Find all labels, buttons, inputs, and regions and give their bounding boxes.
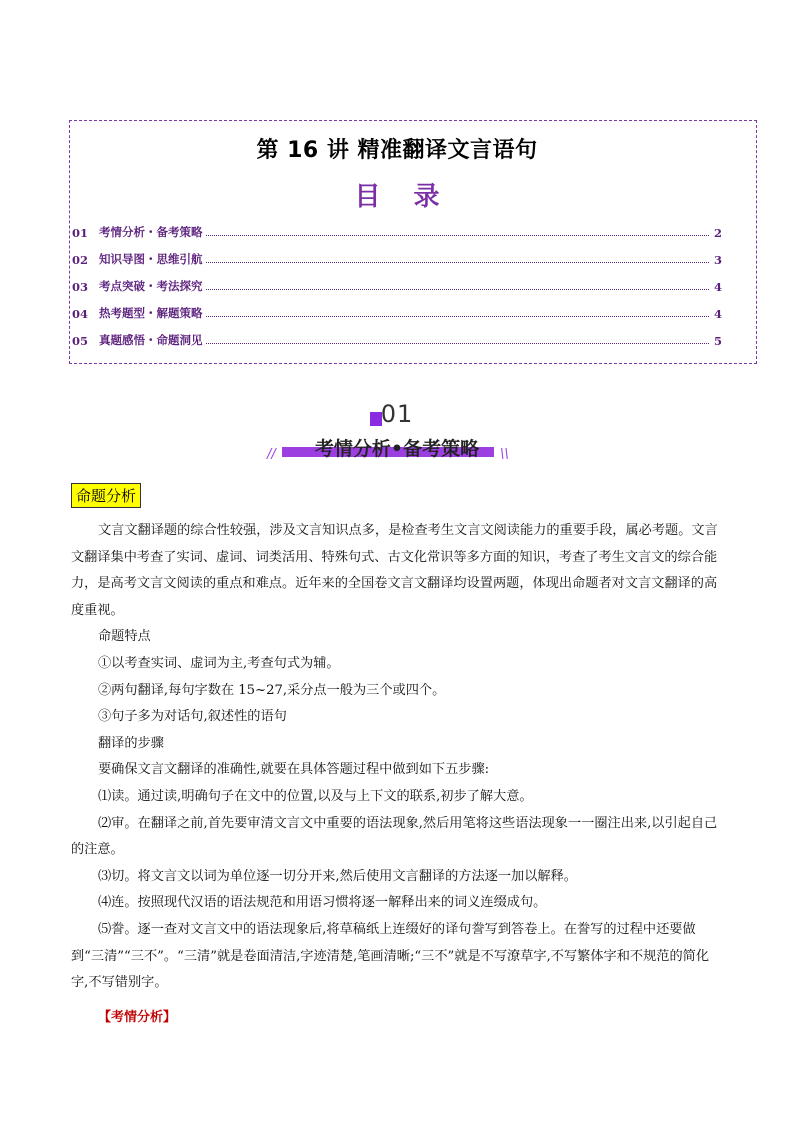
toc-item-text: 热考题型・解题策略 <box>99 306 203 320</box>
toc-item-number: 02 <box>72 253 89 267</box>
toc-item-text: 真题感悟・命题洞见 <box>99 333 203 347</box>
section-title: 考情分析•备考策略 <box>314 438 480 460</box>
toc-item-number: 05 <box>72 334 89 348</box>
toc-leader-dots <box>206 234 710 236</box>
toc-item-number: 04 <box>72 307 89 321</box>
decor-slashes-left: // <box>267 447 276 462</box>
toc-list <box>72 213 722 348</box>
toc-item[interactable] <box>72 240 722 267</box>
body-text <box>71 518 726 997</box>
toc-item-page: 4 <box>713 280 722 294</box>
topic-tag: 命题分析 <box>71 483 141 508</box>
step-item: ⑶切。将文言文以词为单位逐一切分开来,然后使用文言翻译的方法逐一加以解释。 <box>98 868 577 884</box>
toc-leader-dots <box>206 315 710 317</box>
toc-item-text: 考点突破・考法探究 <box>99 279 203 293</box>
toc-item-number: 03 <box>72 280 89 294</box>
toc-item[interactable] <box>72 321 722 348</box>
toc-item-page: 2 <box>713 226 722 240</box>
section-number: 01 <box>380 400 414 428</box>
steps-heading: 翻译的步骤 <box>98 735 164 751</box>
analysis-label: 【考情分析】 <box>98 1010 177 1025</box>
decor-slashes-right: \\ <box>500 447 509 462</box>
toc-item-text: 知识导图・思维引航 <box>99 252 203 266</box>
features-heading: 命题特点 <box>98 629 151 645</box>
toc-item-page: 5 <box>713 334 722 348</box>
feature-item: ②两句翻译,每句字数在 15~27,采分点一般为三个或四个。 <box>98 682 446 698</box>
toc-item[interactable] <box>72 294 722 321</box>
toc-item-page: 4 <box>713 307 722 321</box>
step-item: ⑸誊。逐一查对文言文中的语法现象后,将草稿纸上连缀好的译句誊写到答卷上。在誊写的过程中还要做到“三清”“三不”。“三清”就是卷面清洁,字迹清楚,笔画清晰;“三不”就是不写潦草字,不写繁体字和不规范的简化字,不写错别字。 <box>71 921 710 991</box>
toc-item-number: 01 <box>72 226 89 240</box>
step-item: ⑴读。通过读,明确句子在文中的位置,以及与上下文的联系,初步了解大意。 <box>98 788 533 804</box>
toc-item[interactable] <box>72 213 722 240</box>
toc-leader-dots <box>206 342 710 344</box>
toc-item[interactable] <box>72 267 722 294</box>
toc-item-text: 考情分析・备考策略 <box>99 225 203 239</box>
step-item: ⑷连。按照现代汉语的语法规范和用语习惯将逐一解释出来的词义连缀成句。 <box>98 895 547 911</box>
toc-item-page: 3 <box>713 253 722 267</box>
toc-leader-dots <box>206 288 710 290</box>
step-item: ⑵审。在翻译之前,首先要审清文言文中重要的语法现象,然后用笔将这些语法现象一一圈注出来,以引起自己的注意。 <box>71 815 718 858</box>
feature-item: ③句子多为对话句,叙述性的语句 <box>98 709 287 725</box>
toc-heading: 目 录 <box>354 182 452 212</box>
feature-item: ①以考查实词、虚词为主,考查句式为辅。 <box>98 655 340 671</box>
intro-paragraph: 文言文翻译题的综合性较强，涉及文言知识点多，是检查考生文言文阅读能力的重要手段，属必考题。文言文翻译集中考查了实词、虚词、词类活用、特殊句式、古文化常识等多方面的知识，考查了考生文言文的综合能力，是高考文言文阅读的重点和难点。近年来的全国卷文言文翻译均设置两题，体现出命题者对文言文翻译的高度重视。 <box>71 523 718 618</box>
document-title: 第 16 讲 精准翻译文言语句 <box>256 138 538 163</box>
steps-intro: 要确保文言文翻译的准确性,就要在具体答题过程中做到如下五步骤: <box>98 762 490 778</box>
toc-leader-dots <box>206 261 710 263</box>
